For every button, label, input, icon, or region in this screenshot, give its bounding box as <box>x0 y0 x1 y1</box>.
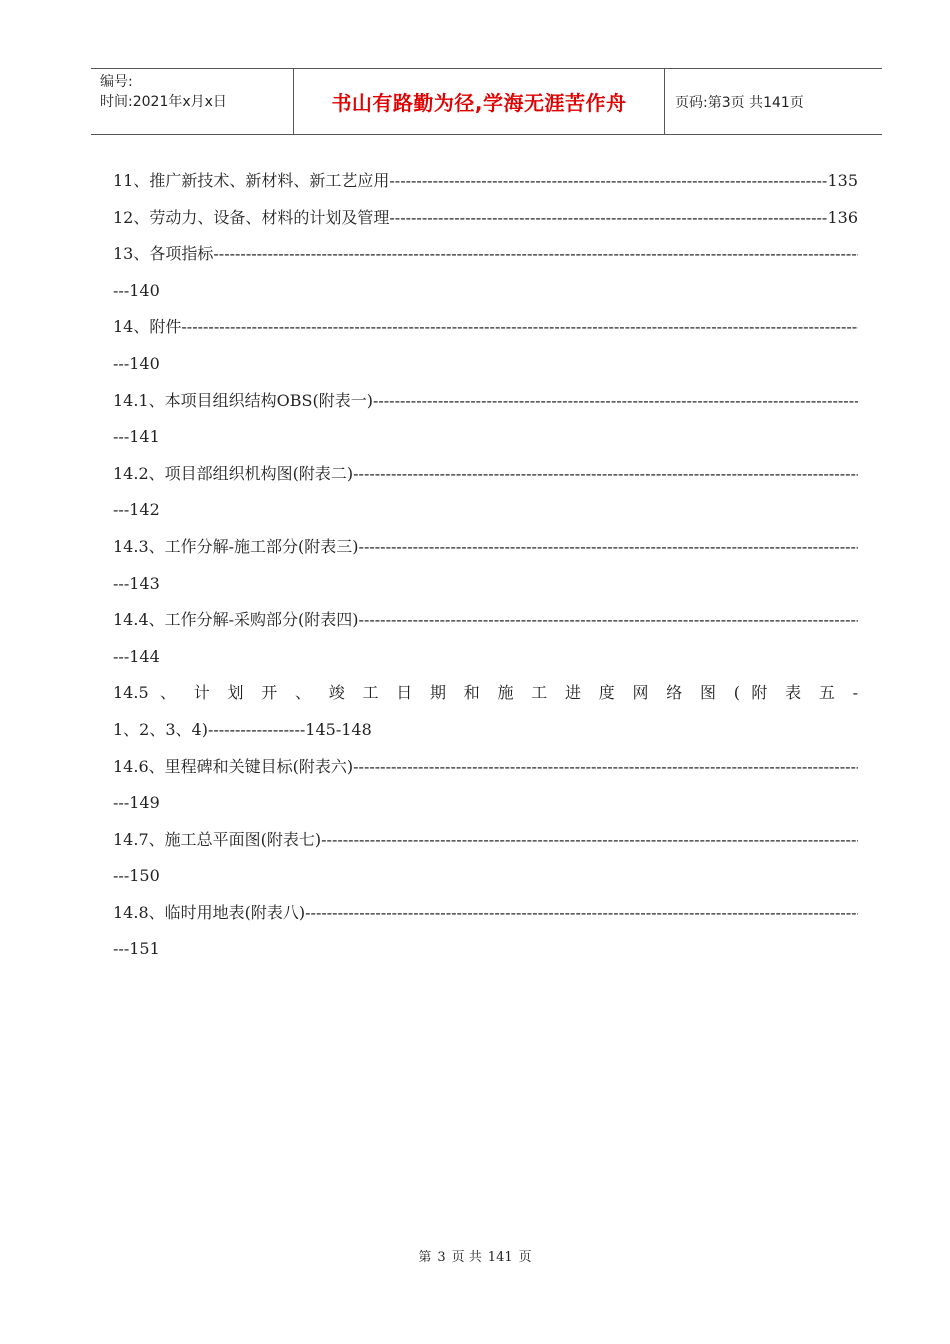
toc-line <box>113 899 858 936</box>
toc-line <box>113 460 858 497</box>
toc-page: ---143 <box>113 573 160 593</box>
toc-line <box>113 350 858 387</box>
page-footer <box>0 1246 950 1265</box>
toc-page: 135 <box>827 171 858 190</box>
toc-page: ---140 <box>113 280 160 300</box>
toc-line <box>113 533 858 570</box>
number-label: 编号: <box>100 74 133 90</box>
table-of-contents <box>113 167 858 972</box>
time-label: 时间:2021年x月x日 <box>100 94 227 110</box>
toc-label: 11、推广新技术、新材料、新工艺应用 <box>113 171 390 190</box>
footer-page-number: 3 <box>437 1250 446 1265</box>
toc-label: 14.5 、 计 划 开 、 竣 工 日 期 和 施 工 进 度 网 络 图 ( 附 表 五 - <box>113 683 858 703</box>
motto-text: 书山有路勤为径,学海无涯苦作舟 <box>331 91 627 115</box>
toc-line <box>113 643 858 680</box>
toc-leader <box>389 204 827 232</box>
header-motto-cell <box>293 69 665 134</box>
toc-page: ---142 <box>113 500 160 520</box>
toc-line <box>113 204 858 241</box>
toc-leader <box>389 167 827 195</box>
toc-label: 1、2、3、4)------------------145-148 <box>113 719 372 739</box>
toc-page: ---149 <box>113 793 160 813</box>
toc-line <box>113 753 858 790</box>
toc-line <box>113 313 858 350</box>
header-table <box>91 68 882 135</box>
toc-line <box>113 496 858 533</box>
toc-line <box>113 606 858 643</box>
toc-leader <box>213 240 858 268</box>
toc-label: 14.1、本项目组织结构OBS(附表一) <box>113 390 373 410</box>
toc-label: 14.7、施工总平面图(附表七) <box>113 829 322 849</box>
toc-line <box>113 716 858 753</box>
toc-label: 14.6、里程碑和关键目标(附表六) <box>113 756 354 776</box>
toc-leader <box>373 387 858 415</box>
header-left-cell <box>91 69 293 134</box>
toc-line <box>113 935 858 972</box>
toc-line <box>113 826 858 863</box>
toc-label: 14.8、临时用地表(附表八) <box>113 902 306 922</box>
toc-leader <box>359 533 858 561</box>
toc-page: ---144 <box>113 646 160 666</box>
toc-line <box>113 277 858 314</box>
footer-total: 141 <box>487 1250 513 1265</box>
toc-page: ---140 <box>113 353 160 373</box>
toc-line <box>113 679 858 716</box>
toc-line <box>113 789 858 826</box>
footer-suffix: 页 <box>518 1250 532 1265</box>
toc-leader <box>305 899 858 927</box>
footer-prefix: 第 <box>418 1250 432 1265</box>
toc-line <box>113 862 858 899</box>
toc-page: ---141 <box>113 427 160 447</box>
toc-leader <box>353 753 858 781</box>
toc-line <box>113 423 858 460</box>
toc-leader <box>181 313 858 341</box>
toc-label: 14.3、工作分解-施工部分(附表三) <box>113 536 359 556</box>
toc-line <box>113 387 858 424</box>
toc-label: 12、劳动力、设备、材料的计划及管理 <box>113 207 390 227</box>
footer-mid: 页 共 <box>451 1250 482 1265</box>
toc-leader <box>353 460 858 488</box>
toc-leader <box>359 606 858 634</box>
toc-leader <box>321 826 858 854</box>
toc-page: 136 <box>827 207 858 227</box>
toc-page: ---150 <box>113 866 160 886</box>
header-page-cell <box>665 69 882 134</box>
toc-line <box>113 570 858 607</box>
page-label: 页码:第3页 共141页 <box>675 94 804 111</box>
toc-label: 13、各项指标 <box>113 244 214 264</box>
toc-line <box>113 240 858 277</box>
toc-label: 14.4、工作分解-采购部分(附表四) <box>113 610 359 630</box>
toc-label: 14.2、项目部组织机构图(附表二) <box>113 463 354 483</box>
toc-line <box>113 167 858 204</box>
toc-label: 14、附件 <box>113 317 182 337</box>
toc-page: ---151 <box>113 939 160 959</box>
